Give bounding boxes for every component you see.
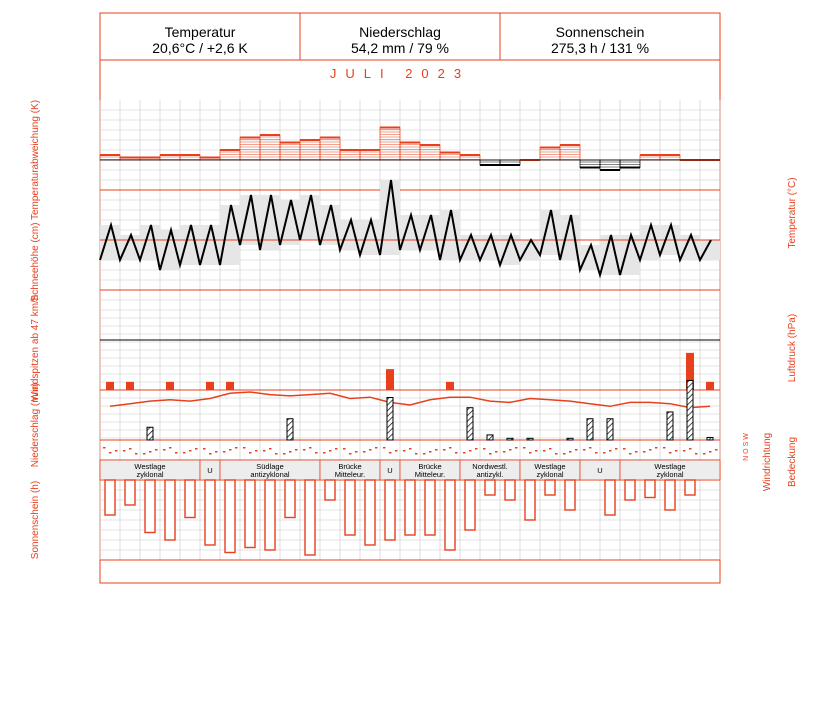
wind-direction-mark (629, 453, 632, 455)
wind-direction-mark (429, 451, 432, 453)
wind-direction-mark (275, 453, 278, 455)
wind-direction-mark (243, 447, 246, 449)
sunshine-bar (205, 480, 215, 545)
weather-type-label: Westlage (534, 462, 566, 471)
precip-bar (287, 419, 293, 440)
wind-direction-mark (209, 453, 212, 455)
sunshine-bar (405, 480, 415, 535)
wind-direction-mark (715, 449, 718, 451)
weather-type-label: zyklonal (136, 470, 164, 479)
wind-direction-mark (409, 448, 412, 450)
precip-bar (667, 412, 673, 440)
wind-direction-mark (169, 447, 172, 449)
precip-bar (687, 381, 693, 441)
wind-direction-mark (609, 450, 612, 452)
precip-bar (487, 435, 493, 440)
temperature-axis-label: Temperatur (°C) (787, 177, 798, 249)
weather-type-label: zyklonal (536, 470, 564, 479)
sunshine-axis-label: Sonnenschein (h) (30, 480, 41, 560)
weather-type-label: Brücke (418, 462, 442, 471)
wind-direction-mark (669, 452, 672, 454)
wind-direction-mark (489, 453, 492, 455)
wind-axis-label: Windspitzen ab 47 km/h (30, 294, 41, 402)
weather-type-label: Südlage (256, 462, 284, 471)
weather-type-label: Mitteleur. (414, 470, 446, 479)
sunshine-bar (145, 480, 155, 533)
precip-bar (387, 398, 393, 441)
wind-direction-mark (529, 452, 532, 454)
weather-type-label: U (207, 466, 213, 475)
wind-direction-mark (129, 448, 132, 450)
precip-bar (147, 427, 153, 440)
wind-direction-mark (563, 453, 566, 455)
snow-axis-label: Schneehöhe (cm) (30, 222, 41, 302)
wind-gust-bar (446, 382, 454, 390)
wind-direction-mark (449, 447, 452, 449)
wind-direction-mark (323, 452, 326, 454)
wind-direction-mark (123, 450, 126, 452)
wind-direction-mark (269, 448, 272, 450)
wind-direction-mark (135, 453, 138, 455)
sunshine-summary: 275,3 h / 131 % (550, 40, 650, 56)
sunshine-title: Sonnenschein (555, 24, 645, 40)
precip-bar (467, 408, 473, 440)
sunshine-bar (605, 480, 615, 515)
wind-direction-mark (249, 452, 252, 454)
wind-direction-mark (535, 450, 538, 452)
precip-bar (707, 437, 713, 440)
wind-gust-bar (126, 382, 134, 390)
wind-direction-mark (615, 448, 618, 450)
wind-direction-mark (155, 449, 158, 451)
sunshine-bar (325, 480, 335, 500)
wind-gust-bar (166, 382, 174, 390)
wind-gust-bar (706, 382, 714, 390)
precip-bar (607, 419, 613, 440)
sunshine-bar (185, 480, 195, 518)
month-title: JULI 2023 (329, 66, 471, 81)
wind-direction-mark (203, 448, 206, 450)
sunshine-bar (485, 480, 495, 495)
sunshine-bar (465, 480, 475, 530)
temperature-summary: 20,6°C / +2,6 K (152, 40, 248, 56)
wind-direction-mark (483, 448, 486, 450)
wind-direction-mark (355, 451, 358, 453)
wind-direction-mark (649, 449, 652, 451)
sunshine-bar (685, 480, 695, 495)
wind-direction-mark (663, 447, 666, 449)
sunshine-bar (565, 480, 575, 510)
wind-direction-mark (215, 451, 218, 453)
precip-bar (527, 438, 533, 440)
sunshine-bar (225, 480, 235, 553)
wind-gust-bar (386, 369, 394, 390)
sunshine-bar (445, 480, 455, 550)
wind-direction-mark (283, 453, 286, 455)
wind-direction-mark (623, 448, 626, 450)
wind-direction-mark (255, 450, 258, 452)
wind-direction-mark (683, 450, 686, 452)
wind-direction-mark (589, 447, 592, 449)
wind-direction-mark (175, 452, 178, 454)
wind-gust-bar (226, 382, 234, 390)
wind-direction-mark (103, 447, 106, 449)
wind-direction-mark (183, 452, 186, 454)
weather-type-label: Mitteleur. (334, 470, 366, 479)
temperature-title: Temperatur (164, 24, 236, 40)
wind-direction-mark (375, 447, 378, 449)
wind-direction-mark (549, 448, 552, 450)
wind-direction-mark (709, 451, 712, 453)
wind-direction-mark (309, 447, 312, 449)
wind-direction-mark (655, 447, 658, 449)
wind-direction-mark (703, 453, 706, 455)
wind-direction-mark (295, 449, 298, 451)
sunshine-bar (305, 480, 315, 555)
wind-gust-bar (206, 382, 214, 390)
wind-direction-mark (289, 451, 292, 453)
wind-direction-mark (569, 451, 572, 453)
wind-direction-mark (395, 450, 398, 452)
weather-type-label: Nordwestl. (472, 462, 508, 471)
wind-direction-mark (235, 447, 238, 449)
wind-direction-mark (195, 448, 198, 450)
wind-direction-mark (475, 448, 478, 450)
sunshine-bar (365, 480, 375, 545)
temp-anomaly-axis-label: Temperaturabweichung (K) (30, 99, 41, 221)
sunshine-bar (345, 480, 355, 535)
wind-direction-mark (443, 449, 446, 451)
wind-direction-mark (509, 449, 512, 451)
sunshine-bar (245, 480, 255, 548)
wind-direction-mark (163, 449, 166, 451)
wind-direction-mark (643, 451, 646, 453)
wind-direction-mark (303, 449, 306, 451)
sunshine-bar (645, 480, 655, 498)
sunshine-bar (285, 480, 295, 518)
wind-direction-mark (503, 451, 506, 453)
wind-direction-mark (675, 450, 678, 452)
sunshine-bar (165, 480, 175, 540)
sunshine-bar (385, 480, 395, 540)
wind-direction-mark (515, 447, 518, 449)
weather-type-label: U (387, 466, 393, 475)
sunshine-bar (105, 480, 115, 515)
wind-direction-mark (383, 447, 386, 449)
precip-bar (567, 438, 573, 440)
wind-direction-mark (575, 449, 578, 451)
wind-direction-mark (335, 448, 338, 450)
wind-direction-mark (695, 453, 698, 455)
weather-type-label: antizykl. (476, 470, 504, 479)
weather-type-label: zyklonal (656, 470, 684, 479)
wind-direction-mark (495, 451, 498, 453)
wind-direction-mark (109, 452, 112, 454)
wind-direction-mark (263, 450, 266, 452)
wind-direction-mark (463, 452, 466, 454)
wind-direction-mark (189, 450, 192, 452)
wind-direction-mark (403, 450, 406, 452)
wind-direction-mark (389, 452, 392, 454)
cloud-cover-label: Bedeckung (787, 436, 798, 488)
wind-direction-mark (115, 450, 118, 452)
wind-direction-mark (635, 451, 638, 453)
weather-type-label: Westlage (654, 462, 686, 471)
weather-type-label: U (597, 466, 603, 475)
precip-bar (507, 438, 513, 440)
wind-direction-mark (543, 450, 546, 452)
wind-direction-mark (363, 451, 366, 453)
pressure-axis-label: Luftdruck (hPa) (787, 313, 798, 383)
sunshine-bar (665, 480, 675, 510)
wind-direction-mark (555, 453, 558, 455)
compass-label: N O S W (743, 433, 750, 461)
sunshine-bar (125, 480, 135, 505)
precip-axis-label: Niederschlag (mm) (30, 382, 41, 468)
wind-direction-mark (435, 449, 438, 451)
precip-bar (587, 419, 593, 440)
wind-direction-mark (423, 453, 426, 455)
wind-direction-mark (349, 453, 352, 455)
wind-direction-mark (595, 452, 598, 454)
wind-direction-mark (369, 449, 372, 451)
wind-direction-mark (329, 450, 332, 452)
wind-direction-mark (149, 451, 152, 453)
sunshine-bar (545, 480, 555, 495)
wind-direction-mark (603, 452, 606, 454)
wind-direction-mark (229, 449, 232, 451)
weather-type-label: Westlage (134, 462, 166, 471)
wind-direction-mark (469, 450, 472, 452)
sunshine-bar (625, 480, 635, 500)
wind-direction-mark (143, 453, 146, 455)
sunshine-bar (505, 480, 515, 500)
weather-type-label: Brücke (338, 462, 362, 471)
wind-direction-mark (315, 452, 318, 454)
wind-direction-mark (689, 448, 692, 450)
weather-type-label: antizyklonal (250, 470, 290, 479)
wind-direction-mark (223, 451, 226, 453)
wind-direction-mark (583, 449, 586, 451)
wind-direction-mark (455, 452, 458, 454)
sunshine-bar (265, 480, 275, 550)
wind-direction-mark (343, 448, 346, 450)
wind-direction-label: Windrichtung (762, 432, 773, 492)
precipitation-summary: 54,2 mm / 79 % (350, 40, 450, 56)
sunshine-bar (525, 480, 535, 520)
wind-direction-mark (523, 447, 526, 449)
sunshine-bar (425, 480, 435, 535)
wind-direction-mark (415, 453, 418, 455)
wind-gust-bar (106, 382, 114, 390)
precipitation-title: Niederschlag (359, 24, 441, 40)
